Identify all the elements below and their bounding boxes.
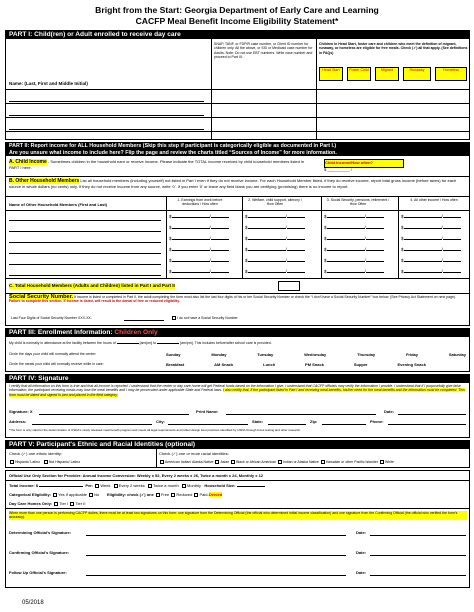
child-name-input-2[interactable] [9, 107, 204, 116]
attendance-hours-line: My child is normally in attendance at the facility between the hours of [am/pm] to [am/pm]. This includes before/after school care is provided. [9, 341, 272, 345]
part2-title: PART II: Report income for ALL Household Members (Skip this step if participant is categorically eligible as documented in Part I.) [9, 143, 337, 149]
determining-sig-label: Determining Official's Signature: [9, 530, 72, 535]
col-earnings-header: 1. Earnings from work before deductions / How often [177, 198, 223, 207]
col-welfare-header: 2. Welfare, child support, alimony / How Often [248, 198, 302, 207]
white-checkbox[interactable] [380, 460, 384, 464]
child-income-input[interactable]: $ __________ / [324, 167, 352, 172]
migrant-column: Migrant [375, 67, 399, 81]
determining-sig-input[interactable] [86, 535, 346, 536]
tier-row: Day Care Homes Only: Tier I Tier II [9, 501, 86, 506]
income-cell[interactable]: $ / [245, 214, 305, 219]
start-time-input[interactable] [117, 343, 139, 344]
days-list [166, 352, 466, 357]
signature-input[interactable] [39, 414, 189, 415]
confirming-sig-label: Confirming Official's Signature: [9, 550, 70, 555]
meal-breakfast[interactable]: Breakfast [166, 361, 185, 367]
other-members-text: B. Other Household Members List all household members (including yourself) not listed in Part I even if they do not receive income. For each Household Member listed, if they do receive income, report total gross income (before taxes) for each source in whole dollars (no cents) only. If they do not receive income from any source, write ‘0’. If you enter ‘0’ or leave any field blank you are certifying (promising) there is no income to report. [9, 178, 457, 189]
income-cell[interactable]: $ / [324, 236, 384, 241]
part5-header: PART V: Participant's Ethnic and Racial Identities (optional) [6, 441, 469, 449]
ssn-label: Social Security Number. [9, 294, 74, 300]
form-title-line1: Bright from the Start: Georgia Department of Early Care and Learning [95, 5, 379, 15]
member-name-input[interactable] [9, 253, 161, 254]
snap-note: SNAP, TANF, or FDPIR case number, or Client ID number for children only. All the above, or SSI or Medicaid case number for Adults. Note: Do not use EBT numbers. Write case number and proceed to Part III. [214, 42, 313, 60]
black-checkbox[interactable] [231, 460, 235, 464]
categorical-note: Children in Head Start, foster care and children who meet the definition of migrant, runaway, or homeless are eligible for free meals. Check (✓) all that apply. (See definitions in FAQs) [319, 42, 468, 55]
signature-label: Signature: X [9, 409, 33, 414]
pacific-islander-checkbox[interactable] [321, 460, 325, 464]
income-cell[interactable]: $ / [401, 225, 461, 230]
foster-child-column: Foster Child [347, 67, 371, 81]
income-cell[interactable]: $ / [169, 214, 229, 219]
official-use-section [5, 470, 470, 588]
col-social-security-header: 3. Social Security, pensions, retirement / How Often [326, 198, 390, 207]
eligibility-row: Categorical Eligibility: Yes if applicable No Eligibility: check (✓) one Free Reduced Paid-Denied [9, 492, 223, 497]
american-indian-checkbox[interactable] [160, 460, 164, 464]
date-input[interactable] [398, 414, 466, 415]
determining-date-label: Date: [356, 530, 367, 535]
city-label: City: [156, 419, 165, 424]
asian-checkbox[interactable] [215, 460, 219, 464]
form-revision-date: 05/2018 [22, 600, 44, 606]
total-income-row: Total Income: $ Per: Week Every 2 weeks Twice a month Monthly Household Size: [9, 483, 265, 488]
income-cell[interactable]: $ / [401, 269, 461, 274]
income-cell[interactable]: $ / [401, 236, 461, 241]
member-name-input[interactable] [9, 220, 161, 221]
part4-section [5, 374, 470, 438]
total-household-label: C. Total Household Members (Adults and Children) listed in Part I and Part II [9, 283, 175, 288]
total-household-input[interactable] [278, 281, 300, 291]
print-name-input[interactable] [226, 414, 376, 415]
cat-no-checkbox[interactable] [89, 493, 93, 497]
ssn-last4-input[interactable] [124, 315, 164, 321]
day-thursday[interactable]: Thursday [357, 351, 376, 357]
col-name-header: Name of Other Household Members (First and Last) [9, 202, 108, 207]
race-label: Check (✓) one or more racial identities: [159, 451, 229, 456]
phone-label: Phone: [370, 419, 384, 424]
member-name-input[interactable] [9, 264, 161, 265]
day-tuesday[interactable]: Tuesday [257, 351, 274, 357]
member-name-input[interactable] [9, 242, 161, 243]
address-label: Address: [9, 419, 27, 424]
official-use-header: Official Use Only Section for Provider: Annual Income Conversion: Weekly x 52, Every 2 weeks x 26, Twice a month x 24, Monthly x 12 [9, 473, 264, 478]
meal-lunch[interactable]: Lunch [263, 361, 276, 367]
day-wednesday[interactable]: Wednesday [304, 351, 327, 357]
homeless-column: Homeless [435, 67, 467, 81]
income-cell[interactable]: $ / [245, 269, 305, 274]
head-start-column: Head Start [319, 67, 343, 81]
per-week-checkbox[interactable] [95, 484, 99, 488]
income-cell[interactable]: $ / [169, 269, 229, 274]
income-cell[interactable]: $ / [401, 247, 461, 252]
runaway-column: Runaway [403, 67, 431, 81]
part5-section [5, 440, 470, 468]
zip-input[interactable] [322, 424, 366, 425]
follow-up-date-input[interactable] [370, 575, 466, 576]
part1-section [5, 30, 470, 140]
per-month-checkbox[interactable] [182, 484, 186, 488]
certification-text: I certify that all information on this form is true and that all income is reported. I understand that the center or day care home will get Federal funds based on the information I give. I understand that CACFP officials may verify the information I provide. I understand that if I purposefully give false information, the participant receiving meals may lose the meal benefits and I may be prosecuted under applicable State and Federal laws. I also certify that, if the participant listed in Part I and receiving meal benefits, his/her need for the meal benefits and the information must be completed. This form must be dated and signed in pen and placed in the field category. [9, 384, 465, 397]
determining-date-input[interactable] [370, 535, 466, 536]
household-size-input[interactable] [237, 486, 265, 487]
ssn-last4-label: Last Four Digits of Social Security Number XXX-XX- [11, 316, 92, 320]
free-checkbox[interactable] [156, 493, 160, 497]
meal-am-snack[interactable]: AM Snack [214, 361, 234, 367]
total-income-input[interactable] [39, 486, 83, 487]
zip-label: Zip: [310, 419, 318, 424]
income-cell[interactable]: $ / [324, 258, 384, 263]
child-income-how-often-label: Child Income/How often? [324, 159, 404, 168]
member-name-input[interactable] [9, 275, 161, 276]
child-name-input-3[interactable] [9, 121, 204, 130]
part3-header: PART III: Enrollment Information: Children Only [6, 329, 469, 337]
income-cell[interactable]: $ / [245, 247, 305, 252]
confirming-date-label: Date: [356, 550, 367, 555]
day-friday[interactable]: Friday [405, 351, 418, 357]
part1-header: PART I: Child(ren) or Adult enrolled to receive day care [6, 31, 469, 39]
other-members-label: B. Other Household Members [9, 178, 80, 184]
confirming-sig-input[interactable] [86, 555, 346, 556]
income-cell[interactable]: $ / [169, 225, 229, 230]
tier1-checkbox[interactable] [54, 502, 58, 506]
usda-notice: *The form is only valid for the determination of USDA's newly released meal benefit program and meets all legal requirements and reflect design best practices identified by USDA through focus testing and other research. [9, 428, 301, 432]
part4-header: PART IV: Signature [6, 375, 469, 383]
meal-supper[interactable]: Supper [353, 361, 368, 367]
col-other-income-header: 4. All other income / How often [410, 198, 458, 202]
address-input[interactable] [32, 424, 152, 425]
income-cell[interactable]: $ / [324, 225, 384, 230]
part2-header [6, 143, 469, 156]
days-label: Circle the days your child will normally attend the center: [9, 352, 97, 356]
day-monday[interactable]: Monday [211, 351, 227, 357]
ssn-none-checkbox[interactable] [172, 316, 176, 320]
meals-label: Circle the meals your child will normally receive while in care: [9, 362, 104, 366]
name-label: Name: (Last, First and Middle Initial) [9, 81, 88, 86]
income-cell[interactable]: $ / [169, 258, 229, 263]
part3-section [5, 328, 470, 372]
day-sunday[interactable]: Sunday [166, 351, 181, 357]
confirming-date-input[interactable] [370, 555, 466, 556]
cat-yes-checkbox[interactable] [53, 493, 57, 497]
ethnic-options: Hispanic/ Latino Not Hispanic/ Latino [9, 460, 80, 464]
ssn-none-option[interactable]: I do not have a Social Security Number [171, 316, 238, 320]
date-label: Date: [384, 409, 395, 414]
income-cell[interactable]: $ / [169, 236, 229, 241]
hispanic-checkbox[interactable] [10, 460, 14, 464]
phone-input[interactable] [388, 424, 466, 425]
child-income-text: A. Child Income - Sometimes children in the household earn or receive income. Please indicate the TOTAL income received by child household members listed in PART I here. [9, 159, 305, 170]
meals-list [166, 362, 426, 367]
alaska-native-checkbox[interactable] [278, 460, 282, 464]
income-cell[interactable]: $ / [324, 269, 384, 274]
child-income-label: A. Child Income [9, 159, 47, 165]
income-cell[interactable]: $ / [401, 258, 461, 263]
race-options: American Indian/ Alaska Native Asian Black or African American Indian or Alaska Native Hawaiian or other Pacific Islander White [159, 460, 394, 464]
follow-up-sig-input[interactable] [86, 575, 346, 576]
end-time-input[interactable] [157, 343, 179, 344]
state-input[interactable] [268, 424, 306, 425]
income-cell[interactable]: $ / [245, 258, 305, 263]
income-cell[interactable]: $ / [401, 214, 461, 219]
part2-section [5, 142, 470, 326]
paid-checkbox[interactable] [194, 493, 198, 497]
city-input[interactable] [168, 424, 248, 425]
state-label: State: [252, 419, 264, 424]
member-name-input[interactable] [9, 231, 161, 232]
meal-pm-snack[interactable]: PM Snack [305, 361, 324, 367]
tier2-checkbox[interactable] [70, 502, 74, 506]
day-saturday[interactable]: Saturday [448, 351, 466, 357]
income-cell[interactable]: $ / [245, 236, 305, 241]
denied-label: Denied [208, 492, 223, 497]
part2-subtitle: Are you unsure what income to include here? Flip the page and review the charts titled “Sources of Income” for more information. [9, 149, 337, 156]
form-title-line2: CACFP Meal Benefit Income Eligibility Statement* [135, 16, 339, 26]
ethnic-label: Check (✓) one ethnic identity: [9, 451, 62, 456]
not-hispanic-checkbox[interactable] [44, 460, 48, 464]
print-name-label: Print Name: [196, 409, 219, 414]
ssn-text: Social Security Number. If income is listed or completed in Part II, the adult completing the form must also list the last four digits of his or her Social Security Number or check the “I don’t have a Social Security Number” box below. (See Privacy Act Statement on next page). Failure to complete this section, if income is listed, will result in the denial of free or reduced eligibility. [9, 294, 457, 304]
child-name-input-1[interactable] [9, 93, 204, 102]
follow-up-sig-label: Follow Up Official's Signature: [9, 570, 67, 575]
dual-signature-note: When more than one person is performing CACFP duties, there must be at least two signatures on this form: one signature from the Determining Official (the official who determined initial income classification) and one signature from the Confirming Official (the official who verified the form's accuracy). [9, 511, 467, 520]
income-cell[interactable]: $ / [169, 247, 229, 252]
income-cell[interactable]: $ / [324, 214, 384, 219]
reduced-checkbox[interactable] [171, 493, 175, 497]
per-two-weeks-checkbox[interactable] [114, 484, 118, 488]
meal-evening-snack[interactable]: Evening Snack [397, 361, 426, 367]
follow-up-date-label: Date: [356, 570, 367, 575]
income-cell[interactable]: $ / [245, 225, 305, 230]
income-cell[interactable]: $ / [324, 247, 384, 252]
per-twice-month-checkbox[interactable] [148, 484, 152, 488]
